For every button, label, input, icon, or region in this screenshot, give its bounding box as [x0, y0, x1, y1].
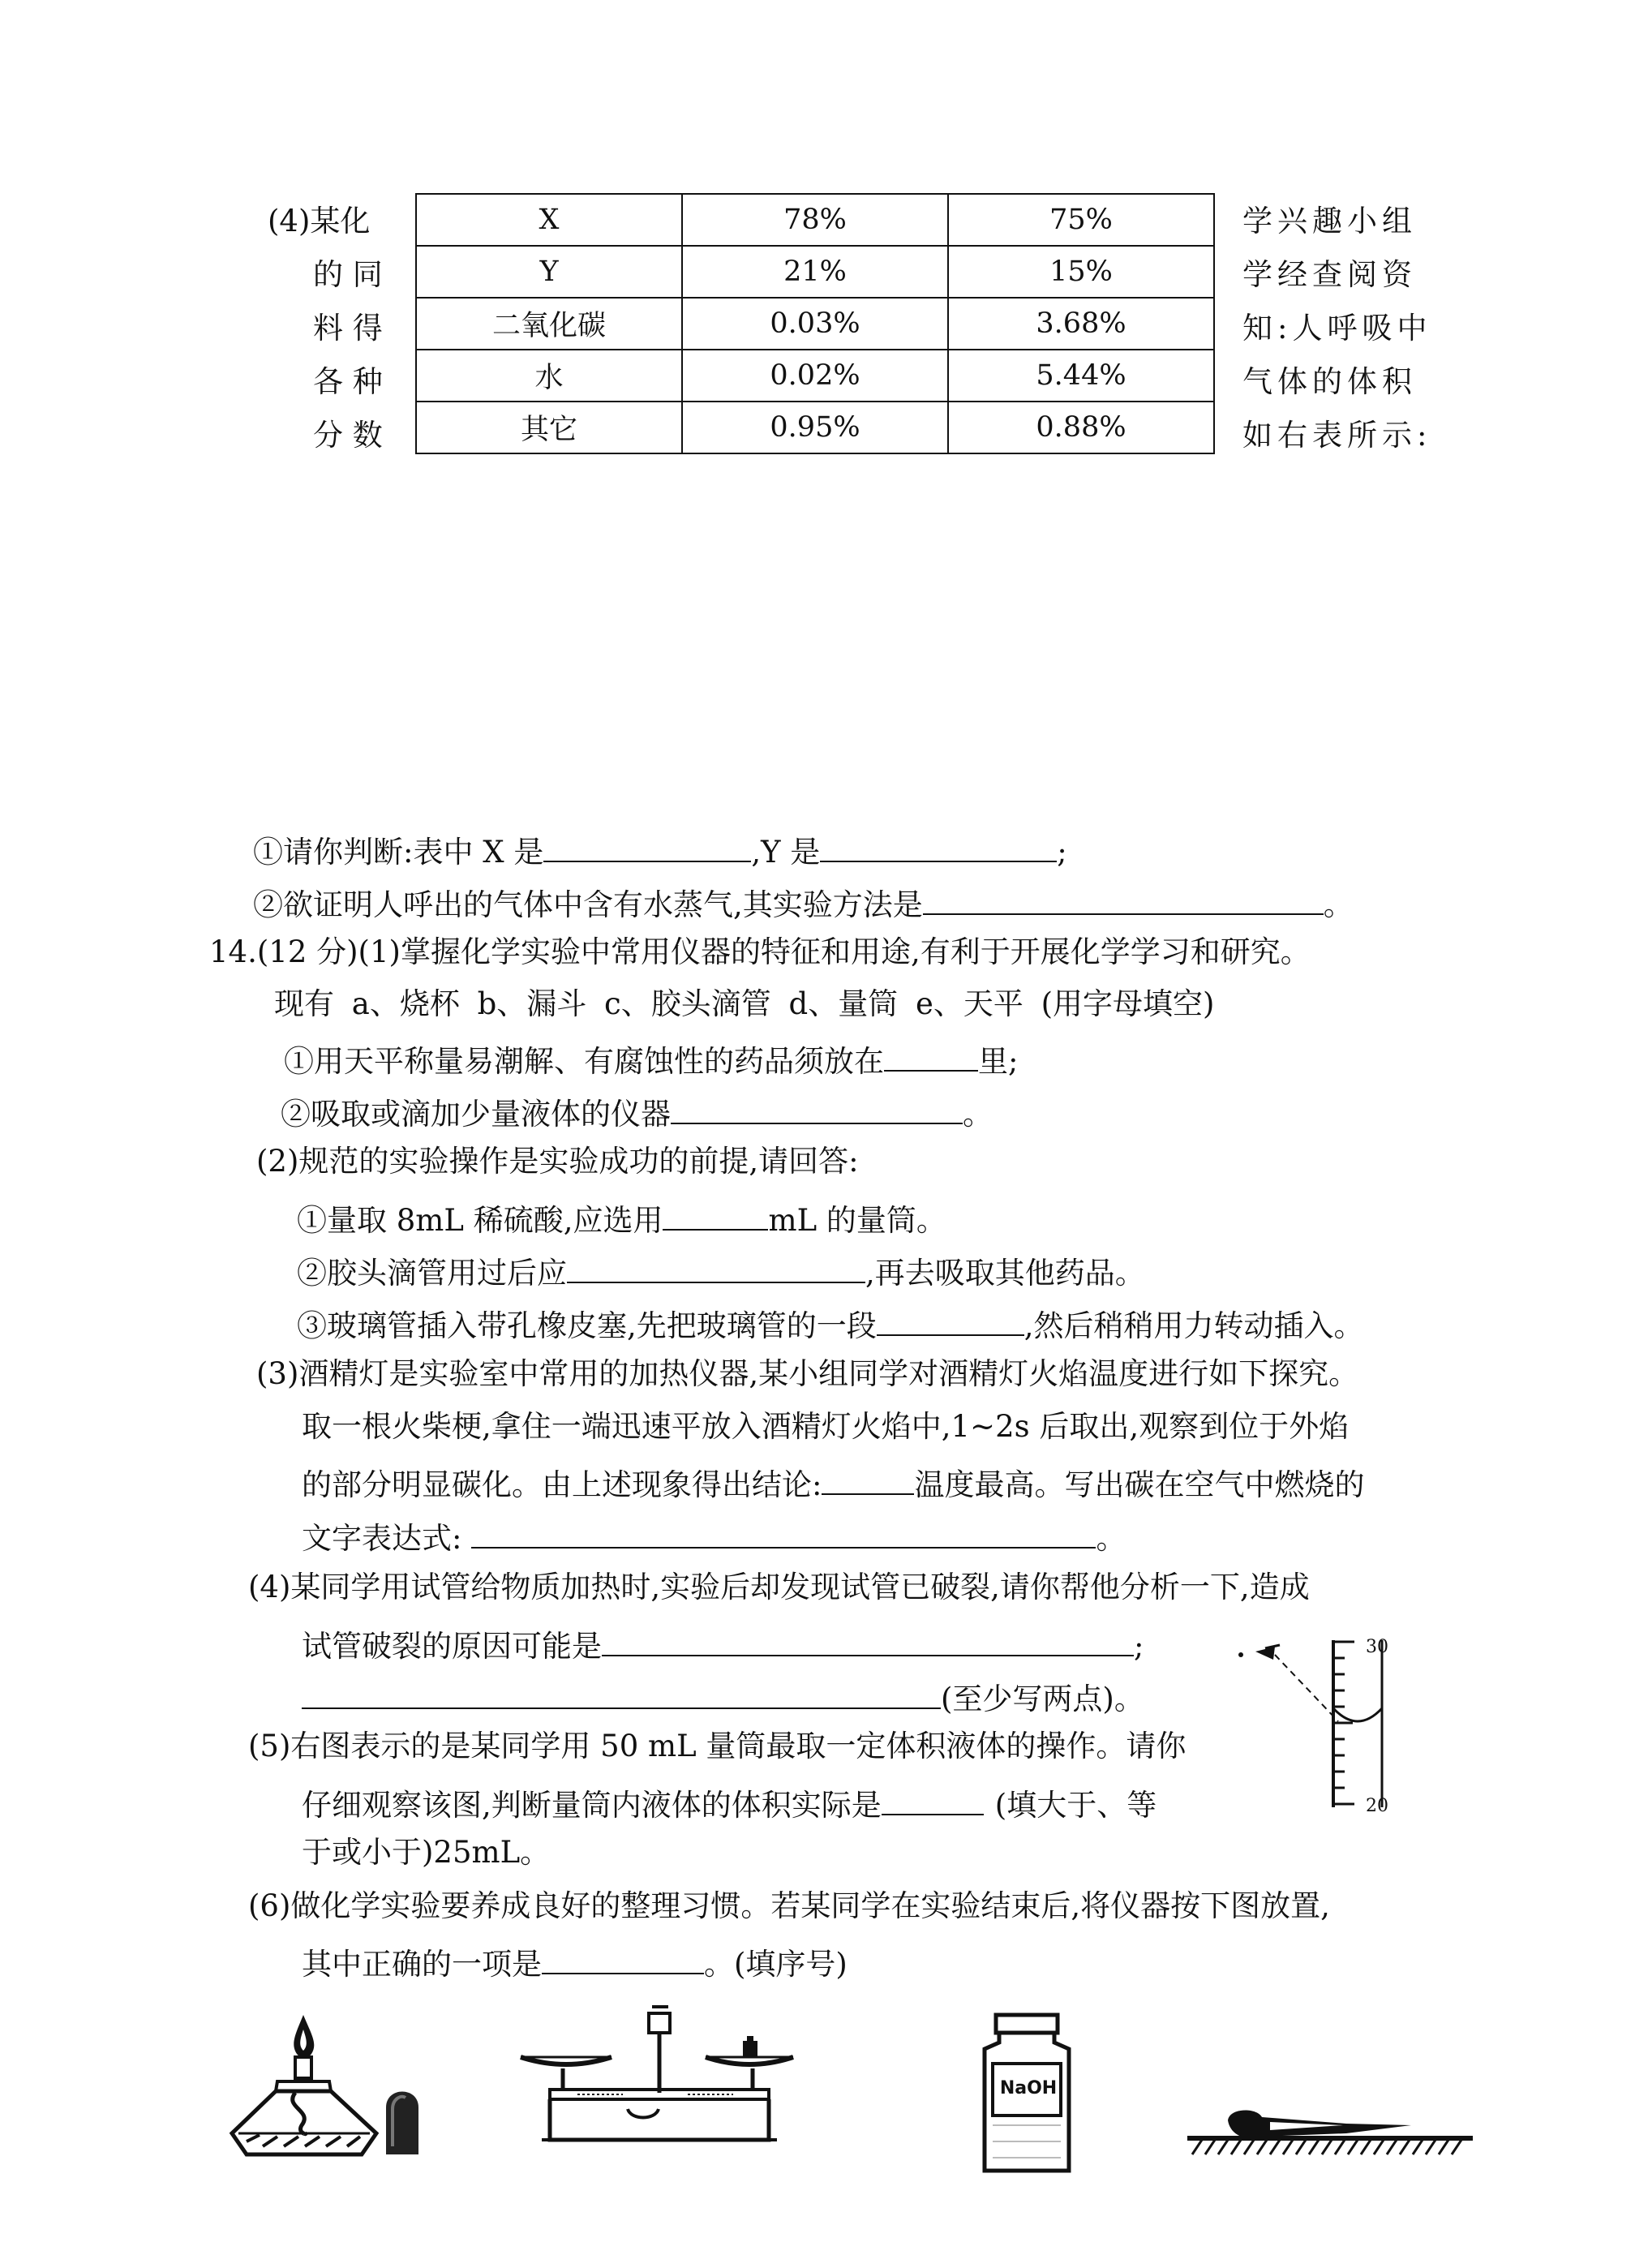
text: ①量取 8mL 稀硫酸,应选用 [297, 1202, 663, 1238]
text: (至少写两点)。 [941, 1681, 1144, 1716]
text: 。 [1096, 1520, 1126, 1556]
answer-blank[interactable] [877, 1303, 1024, 1336]
q14-5-line3: 于或小于)25mL。 [302, 1835, 551, 1870]
q13-left-text [268, 195, 383, 462]
text: 温度最高。写出碳在空气中燃烧的 [914, 1467, 1365, 1502]
alcohol-lamp-drawing [227, 2012, 438, 2166]
balance-base [550, 2099, 769, 2140]
right-line: 学兴趣小组 [1242, 204, 1417, 238]
text: mL 的量筒。 [768, 1202, 946, 1238]
text: 里; [978, 1043, 1019, 1079]
table-row [416, 298, 1214, 350]
dot [1238, 1652, 1243, 1657]
q14-4-line1: (4)某同学用试管给物质加热时,实验后却发现试管已破裂,请你帮他分析一下,造成 [248, 1570, 1310, 1604]
answer-blank[interactable] [602, 1623, 1134, 1656]
sight-line [1275, 1655, 1338, 1721]
q14-2-3 [297, 1303, 1364, 1344]
dropper-figure [1184, 2101, 1476, 2166]
table-cell: 0.88% [948, 402, 1214, 453]
text: 文字表达式: [302, 1520, 462, 1556]
text: ; [1057, 834, 1067, 870]
text: ,然后稍稍用力转动插入。 [1023, 1308, 1364, 1343]
right-line: 气体的体积 [1242, 364, 1417, 399]
cylinder-top-label: 30 [1366, 1637, 1388, 1657]
table-cell: 3.68% [948, 298, 1214, 350]
respiration-table [415, 193, 1215, 454]
q14-2-1 [297, 1197, 946, 1239]
q14-6-line1: (6)做化学实验要养成良好的整理习惯。若某同学在实验结束后,将仪器按下图放置, [248, 1888, 1330, 1923]
answer-blank[interactable] [671, 1091, 963, 1124]
table-cell: X [416, 194, 682, 246]
text: ,再去吸取其他药品。 [865, 1255, 1145, 1291]
table-cell: 水 [416, 350, 682, 402]
q14-2-2 [297, 1250, 1145, 1291]
q14-6-line2 [302, 1941, 848, 1982]
q14-5-line2 [302, 1782, 1157, 1823]
q14-4-line3 [302, 1676, 1144, 1717]
q13-right-text [1242, 195, 1431, 462]
left-line: 的 同 [313, 257, 383, 292]
text: (填大于、等 [994, 1787, 1157, 1823]
q14-5-line1: (5)右图表示的是某同学用 50 mL 量筒最取一定体积液体的操作。请你 [248, 1729, 1187, 1763]
table-cell: Y [416, 246, 682, 298]
answer-blank[interactable] [822, 1462, 914, 1495]
q13-sub1 [253, 829, 1067, 870]
text: 。 [963, 1096, 993, 1132]
q13-sub2 [253, 882, 1354, 923]
q14-3-line4 [302, 1515, 1126, 1557]
text: 其中正确的一项是 [302, 1946, 542, 1982]
left-line: 分 数 [313, 418, 383, 453]
q14-header: 14.(12 分)(1)掌握化学实验中常用仪器的特征和用途,有利于开展化学学习和研究。 [209, 934, 1311, 969]
q14-3-line2: 取一根火柴梗,拿住一端迅速平放入酒精灯火焰中,1~2s 后取出,观察到位于外焰 [302, 1409, 1350, 1444]
bottle-label: NaOH [999, 2078, 1058, 2098]
meniscus [1333, 1708, 1382, 1721]
eye-icon [1255, 1647, 1275, 1660]
table-cell: 二氧化碳 [416, 298, 682, 350]
answer-blank[interactable] [543, 829, 751, 862]
table-cell: 78% [682, 194, 948, 246]
answer-blank[interactable] [882, 1782, 984, 1815]
table-row [416, 402, 1214, 453]
text: ; [1134, 1628, 1144, 1664]
q14-3-line3 [302, 1462, 1364, 1503]
left-line: 料 得 [313, 311, 383, 346]
left-line: (4)某化 [268, 204, 371, 238]
answer-blank[interactable] [820, 829, 1057, 862]
table-row [416, 194, 1214, 246]
balance-drawing [517, 2004, 801, 2166]
cylinder-bottom-label: 20 [1366, 1796, 1388, 1816]
text: 试管破裂的原因可能是 [302, 1628, 602, 1664]
table-cell: 0.95% [682, 402, 948, 453]
text: ①用天平称量易潮解、有腐蚀性的药品须放在 [284, 1043, 884, 1079]
answer-blank[interactable] [923, 882, 1324, 915]
right-line: 如右表所示: [1242, 418, 1432, 453]
table-cell: 15% [948, 246, 1214, 298]
q14-1-2 [281, 1091, 993, 1132]
table-cell: 21% [682, 246, 948, 298]
graduated-cylinder-figure [1225, 1630, 1427, 1817]
q14-1-1 [284, 1038, 1018, 1080]
answer-blank[interactable] [471, 1515, 1096, 1549]
bottle-stopper [996, 2015, 1058, 2033]
right-line: 知:人呼吸中 [1242, 311, 1432, 346]
table-cell: 75% [948, 194, 1214, 246]
text: 的部分明显碳化。由上述现象得出结论: [302, 1467, 822, 1502]
text: ,Y 是 [751, 834, 821, 870]
answer-blank[interactable] [302, 1676, 941, 1709]
text: ①请你判断:表中 X 是 [253, 834, 544, 870]
text: 。 [1323, 887, 1354, 922]
text: 仔细观察该图,判断量筒内液体的体积实际是 [302, 1787, 882, 1823]
answer-blank[interactable] [884, 1038, 978, 1072]
eye-brow [1265, 1645, 1280, 1648]
alcohol-lamp-figure [227, 2012, 438, 2166]
answer-blank[interactable] [542, 1941, 704, 1974]
q14-3-line1: (3)酒精灯是实验室中常用的加热仪器,某小组同学对酒精灯火焰温度进行如下探究。 [256, 1356, 1359, 1391]
table-cell: 0.03% [682, 298, 948, 350]
text: ③玻璃管插入带孔橡皮塞,先把玻璃管的一段 [297, 1308, 877, 1343]
cylinder-ticks [1333, 1642, 1354, 1804]
balance-figure [517, 2004, 801, 2166]
text: ②欲证明人呼出的气体中含有水蒸气,其实验方法是 [253, 887, 923, 922]
table-row [416, 350, 1214, 402]
table-cell: 0.02% [682, 350, 948, 402]
table-row [416, 246, 1214, 298]
table-cell: 5.44% [948, 350, 1214, 402]
table-cell: 其它 [416, 402, 682, 453]
table-hatching [1192, 2140, 1461, 2154]
dropper-drawing [1184, 2101, 1476, 2166]
text: ②吸取或滴加少量液体的仪器 [281, 1096, 671, 1132]
weight-icon [743, 2041, 757, 2057]
right-line: 学经查阅资 [1242, 257, 1417, 292]
naoh-bottle-figure [978, 2012, 1075, 2174]
left-line: 各 种 [313, 364, 383, 399]
q14-4-line2 [302, 1623, 1144, 1664]
q14-options: 现有 a、烧杯 b、漏斗 c、胶头滴管 d、量筒 e、天平 (用字母填空) [274, 986, 1215, 1021]
text: 。(填序号) [704, 1946, 848, 1982]
q14-2-title: (2)规范的实验操作是实验成功的前提,请回答: [256, 1144, 859, 1179]
answer-blank[interactable] [567, 1250, 865, 1283]
text: ②胶头滴管用过后应 [297, 1255, 567, 1291]
cylinder-drawing [1225, 1630, 1427, 1817]
answer-blank[interactable] [663, 1197, 768, 1231]
